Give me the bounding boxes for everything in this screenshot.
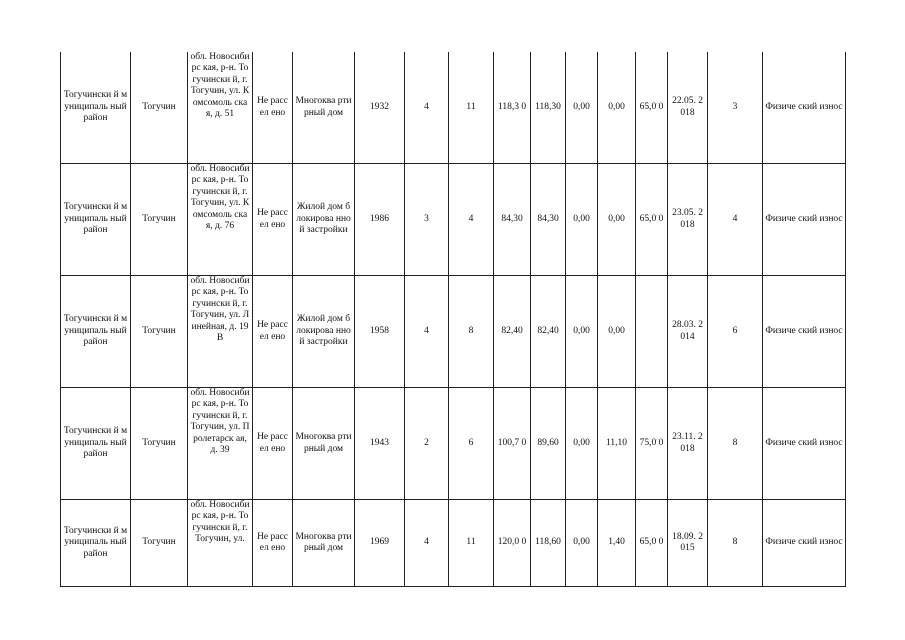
count-cell: 11 — [449, 52, 494, 164]
date-cell: 22.05. 2018 — [668, 52, 708, 164]
district-cell: Тогучински й муниципаль ный район — [61, 52, 131, 164]
area-cell: 0,00 — [566, 164, 598, 276]
area-cell: 0,00 — [566, 276, 598, 388]
total-area-cell: 82,40 — [494, 276, 531, 388]
construction-year-cell: 1986 — [355, 164, 405, 276]
house-type-cell: Многоква ртирный дом — [293, 52, 355, 164]
housing-registry-table — [60, 52, 846, 587]
area-cell: 0,00 — [566, 500, 598, 587]
count-cell: 4 — [449, 164, 494, 276]
number-cell: 3 — [708, 52, 763, 164]
table-row — [61, 52, 846, 164]
count-cell: 4 — [405, 500, 449, 587]
registry-body — [61, 52, 846, 587]
count-cell: 2 — [405, 388, 449, 500]
area-cell: 118,30 — [531, 52, 566, 164]
number-cell: 8 — [708, 388, 763, 500]
count-cell: 8 — [449, 276, 494, 388]
count-cell: 11 — [449, 500, 494, 587]
number-cell: 8 — [708, 500, 763, 587]
construction-year-cell: 1969 — [355, 500, 405, 587]
area-cell: 0,00 — [598, 276, 636, 388]
table-row — [61, 500, 846, 587]
area-cell: 89,60 — [531, 388, 566, 500]
resettlement-status-cell: Не рассел ено — [253, 164, 293, 276]
date-cell: 23.11. 2018 — [668, 388, 708, 500]
area-cell: 0,00 — [566, 388, 598, 500]
wear-percent-cell — [636, 276, 668, 388]
address-cell: обл. Новосибирс кая, р-н. Тогучински й, г. Тогучин, ул. Линейная, д. 19В — [188, 276, 253, 388]
wear-percent-cell: 65,0 0 — [636, 164, 668, 276]
resettlement-status-cell: Не рассел ено — [253, 388, 293, 500]
house-type-cell: Многоква ртирный дом — [293, 388, 355, 500]
resettlement-status-cell: Не рассел ено — [253, 500, 293, 587]
area-cell: 11,10 — [598, 388, 636, 500]
area-cell: 1,40 — [598, 500, 636, 587]
resettlement-status-cell: Не рассел ено — [253, 52, 293, 164]
address-cell: обл. Новосибирс кая, р-н. Тогучински й, г. Тогучин, ул. Комсомоль ская, д. 51 — [188, 52, 253, 164]
locality-cell: Тогучин — [131, 164, 188, 276]
wear-percent-cell: 65,0 0 — [636, 500, 668, 587]
locality-cell: Тогучин — [131, 500, 188, 587]
area-cell: 82,40 — [531, 276, 566, 388]
date-cell: 28.03. 2014 — [668, 276, 708, 388]
locality-cell: Тогучин — [131, 276, 188, 388]
total-area-cell: 84,30 — [494, 164, 531, 276]
total-area-cell: 100,7 0 — [494, 388, 531, 500]
area-cell: 118,60 — [531, 500, 566, 587]
number-cell: 4 — [708, 164, 763, 276]
reason-cell: Физиче ский износ — [763, 500, 846, 587]
date-cell: 18.09. 2015 — [668, 500, 708, 587]
count-cell: 6 — [449, 388, 494, 500]
reason-cell: Физиче ский износ — [763, 52, 846, 164]
address-cell: обл. Новосибирс кая, р-н. Тогучински й, г. Тогучин, ул. Комсомоль ская, д. 76 — [188, 164, 253, 276]
house-type-cell: Многоква ртирный дом — [293, 500, 355, 587]
total-area-cell: 120,0 0 — [494, 500, 531, 587]
number-cell: 6 — [708, 276, 763, 388]
house-type-cell: Жилой дом блокирова нной застройки — [293, 276, 355, 388]
table-row — [61, 388, 846, 500]
district-cell: Тогучински й муниципаль ный район — [61, 500, 131, 587]
wear-percent-cell: 65,0 0 — [636, 52, 668, 164]
district-cell: Тогучински й муниципаль ный район — [61, 276, 131, 388]
reason-cell: Физиче ский износ — [763, 276, 846, 388]
reason-cell: Физиче ский износ — [763, 164, 846, 276]
wear-percent-cell: 75,0 0 — [636, 388, 668, 500]
resettlement-status-cell: Не рассел ено — [253, 276, 293, 388]
table-row — [61, 276, 846, 388]
date-cell: 23.05. 2018 — [668, 164, 708, 276]
reason-cell: Физиче ский износ — [763, 388, 846, 500]
house-type-cell: Жилой дом блокирова нной застройки — [293, 164, 355, 276]
address-cell: обл. Новосибирс кая, р-н. Тогучински й, г. Тогучин, ул. — [188, 500, 253, 587]
count-cell: 3 — [405, 164, 449, 276]
area-cell: 0,00 — [598, 164, 636, 276]
area-cell: 84,30 — [531, 164, 566, 276]
area-cell: 0,00 — [566, 52, 598, 164]
count-cell: 4 — [405, 52, 449, 164]
construction-year-cell: 1932 — [355, 52, 405, 164]
district-cell: Тогучински й муниципаль ный район — [61, 388, 131, 500]
locality-cell: Тогучин — [131, 52, 188, 164]
count-cell: 4 — [405, 276, 449, 388]
table-row — [61, 164, 846, 276]
construction-year-cell: 1958 — [355, 276, 405, 388]
locality-cell: Тогучин — [131, 388, 188, 500]
total-area-cell: 118,3 0 — [494, 52, 531, 164]
area-cell: 0,00 — [598, 52, 636, 164]
construction-year-cell: 1943 — [355, 388, 405, 500]
district-cell: Тогучински й муниципаль ный район — [61, 164, 131, 276]
address-cell: обл. Новосибирс кая, р-н. Тогучински й, г. Тогучин, ул. Пролетарск ая, д. 39 — [188, 388, 253, 500]
